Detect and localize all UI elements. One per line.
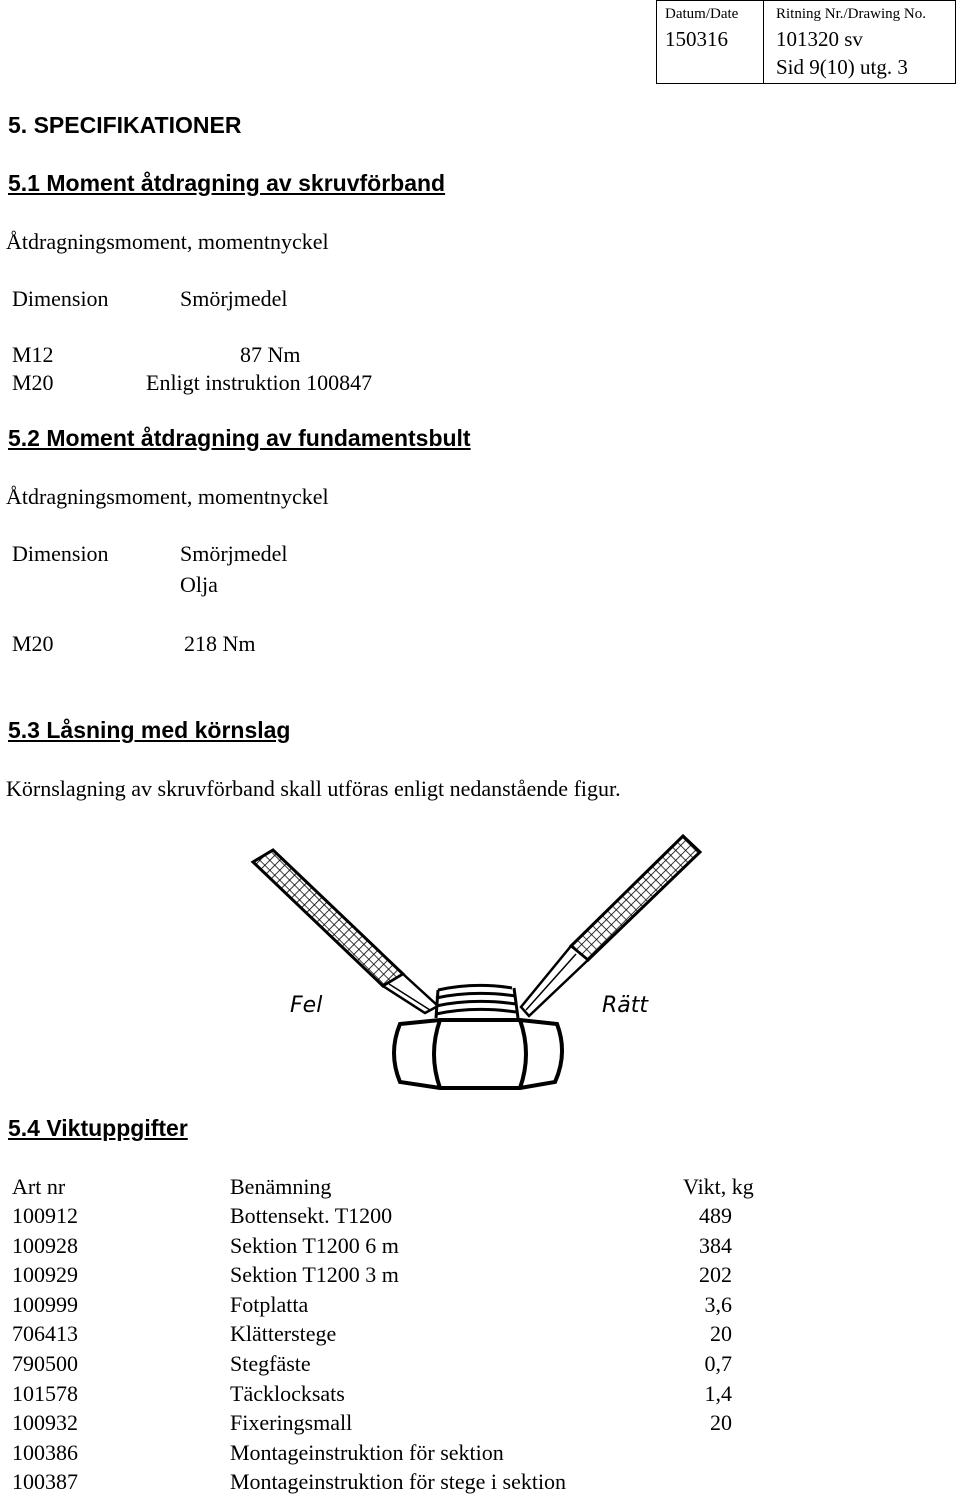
item-name: Bottensekt. T1200	[230, 1203, 393, 1228]
art-number: 100387	[12, 1469, 78, 1494]
section-5-3-title: 5.3 Låsning med körnslag	[8, 717, 291, 743]
item-name: Fixeringsmall	[230, 1410, 353, 1435]
section-5-1-title: 5.1 Moment åtdragning av skruvförband	[8, 170, 446, 196]
art-number: 100912	[12, 1203, 78, 1228]
drawing-number: 101320 sv	[776, 27, 863, 51]
date-value: 150316	[665, 27, 728, 51]
item-weight: 20	[710, 1321, 732, 1346]
section-5-4-title: 5.4 Viktuppgifter	[8, 1115, 188, 1141]
s51-row-dim: M20	[12, 370, 54, 395]
table-header-name: Benämning	[230, 1174, 332, 1199]
art-number: 100932	[12, 1410, 78, 1435]
page-number: Sid 9(10) utg. 3	[776, 55, 908, 79]
bolt-thread	[436, 985, 518, 1018]
s52-dim: M20	[12, 631, 54, 656]
s52-lubricant: Olja	[180, 572, 218, 597]
item-weight: 489	[699, 1203, 732, 1228]
item-name: Täcklocksats	[230, 1381, 345, 1406]
section-5-2-subtitle: Åtdragningsmoment, momentnyckel	[6, 484, 329, 509]
section-5-2-title: 5.2 Moment åtdragning av fundamentsbult	[8, 425, 471, 451]
date-label: Datum/Date	[665, 6, 739, 22]
item-name: Klätterstege	[230, 1321, 337, 1346]
art-number: 100929	[12, 1262, 78, 1287]
center-punch-figure	[250, 830, 710, 1094]
s52-value: 218 Nm	[184, 631, 256, 656]
section-5-3-text: Körnslagning av skruvförband skall utföras enligt nedanstående figur.	[6, 776, 621, 801]
s51-row-value: 87 Nm	[240, 342, 301, 367]
table-header-weight: Vikt, kg	[683, 1174, 754, 1199]
label-wrong: Fel	[290, 993, 323, 1018]
item-name: Sektion T1200 3 m	[230, 1262, 399, 1287]
art-number: 101578	[12, 1381, 78, 1406]
item-weight: 20	[710, 1410, 732, 1435]
item-weight: 1,4	[704, 1381, 732, 1406]
item-weight: 3,6	[704, 1292, 732, 1317]
item-name: Stegfäste	[230, 1351, 311, 1376]
art-number: 100386	[12, 1440, 78, 1465]
right-punch	[521, 836, 700, 1016]
item-weight: 202	[699, 1262, 732, 1287]
art-number: 100928	[12, 1233, 78, 1258]
art-number: 100999	[12, 1292, 78, 1317]
center-punch-drawing	[250, 830, 710, 1094]
section-5-1-subtitle: Åtdragningsmoment, momentnyckel	[6, 229, 329, 254]
left-punch	[253, 850, 438, 1013]
s51-row-value: Enligt instruktion 100847	[146, 370, 373, 395]
art-number: 706413	[12, 1321, 78, 1346]
s51-col-dimension: Dimension	[12, 286, 109, 311]
art-number: 790500	[12, 1351, 78, 1376]
s52-col-dimension: Dimension	[12, 541, 109, 566]
s51-row-dim: M12	[12, 342, 54, 367]
table-header-art: Art nr	[12, 1174, 66, 1199]
item-weight: 384	[699, 1233, 732, 1258]
drawing-label: Ritning Nr./Drawing No.	[776, 6, 926, 22]
item-name: Montageinstruktion för stege i sektion	[230, 1469, 567, 1494]
item-name: Montageinstruktion för sektion	[230, 1440, 504, 1465]
item-name: Sektion T1200 6 m	[230, 1233, 399, 1258]
section-title: 5. SPECIFIKATIONER	[8, 112, 242, 138]
title-block-divider	[763, 0, 764, 84]
item-name: Fotplatta	[230, 1292, 309, 1317]
hex-nut	[394, 1020, 562, 1088]
s52-col-lubricant: Smörjmedel	[180, 541, 288, 566]
item-weight: 0,7	[704, 1351, 732, 1376]
s51-col-lubricant: Smörjmedel	[180, 286, 288, 311]
label-right: Rätt	[602, 993, 649, 1018]
